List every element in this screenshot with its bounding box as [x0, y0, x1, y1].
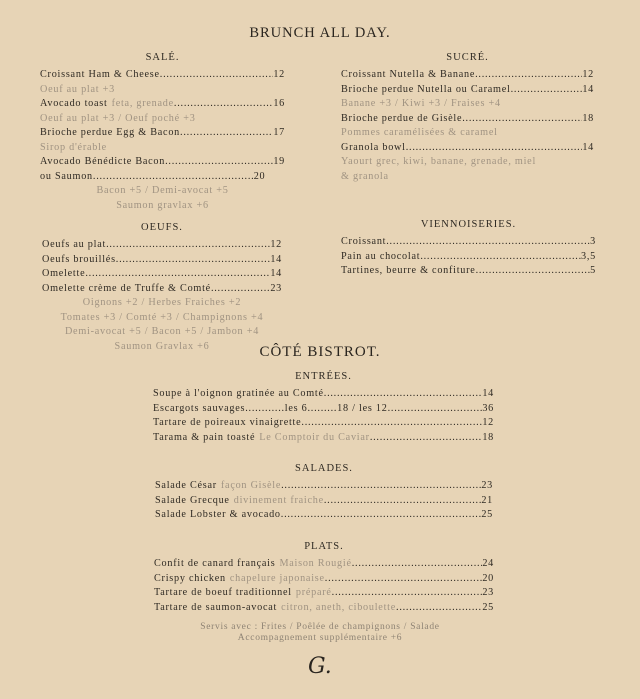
menu-item-name: Avocado toast	[40, 98, 108, 109]
menu-item-price: 14	[270, 253, 282, 265]
section-sale	[40, 52, 285, 213]
menu-item-price: 12	[270, 239, 282, 250]
menu-item-name: Escargots sauvages............les 6.........18 / les 12	[153, 402, 388, 414]
menu-item-price: 36	[482, 402, 494, 414]
menu-item	[42, 282, 282, 297]
section-sucre	[341, 52, 594, 184]
menu-item-name: Granola bowl	[341, 141, 406, 153]
menu-item	[42, 238, 282, 253]
bistrot-title: CÔTÉ BISTROT.	[259, 344, 381, 360]
menu-item	[40, 68, 285, 83]
menu-item-price: 12	[273, 69, 285, 80]
menu-item-description: divinement fraiche	[233, 494, 324, 506]
dot-leader	[165, 155, 273, 170]
menu-item-name: Tarama & pain toasté	[153, 431, 256, 443]
menu-item	[40, 170, 265, 185]
brunch-title: BRUNCH ALL DAY.	[249, 25, 391, 41]
menu-item-price: 14	[270, 268, 282, 279]
dot-leader	[301, 416, 482, 431]
menu-item-price: 19	[273, 156, 285, 167]
section-heading: OEUFS.	[141, 222, 183, 233]
menu-item	[42, 253, 282, 268]
menu-item	[341, 112, 594, 127]
menu-item-name: Pain au chocolat	[341, 250, 421, 262]
menu-item-description: citron, aneth, ciboulette	[281, 601, 397, 613]
menu-item-name: Omelette	[42, 268, 86, 279]
menu-item-price: 14	[582, 83, 594, 95]
menu-item-note: Yaourt grec, kiwi, banane, grenade, miel	[341, 156, 537, 167]
menu-item-note: Oeuf au plat +3 / Oeuf poché +3	[40, 112, 196, 124]
menu-item-note: Oeuf au plat +3	[40, 83, 115, 95]
menu-item-price: 20	[253, 170, 266, 182]
menu-item	[155, 479, 493, 494]
menu-item-note: Saumon Gravlax +6	[114, 340, 210, 352]
section-heading: VIENNOISERIES.	[420, 219, 517, 230]
menu-item-price: 23	[482, 587, 494, 598]
menu-item-name: Brioche perdue Egg & Bacon	[40, 127, 181, 138]
dot-leader	[511, 83, 583, 98]
menu-item-note: Demi-avocat +5 / Bacon +5 / Jambon +4	[64, 326, 260, 337]
dot-leader	[85, 267, 270, 282]
menu-item-name: ou Saumon	[40, 170, 93, 182]
menu-item	[40, 155, 285, 170]
dot-leader	[174, 97, 273, 112]
section-heading: PLATS.	[304, 541, 344, 552]
menu-item-name: Omelette crème de Truffe & Comté	[42, 282, 211, 294]
menu-item-price: 25	[481, 509, 493, 520]
menu-item	[341, 250, 596, 265]
menu-item-note: Oignons +2 / Herbes Fraiches +2	[82, 297, 242, 308]
dot-leader	[396, 601, 482, 616]
menu-item-name: Soupe à l'oignon gratinée au Comté	[153, 388, 324, 399]
menu-item-price: 12	[582, 69, 594, 80]
dot-leader	[420, 250, 581, 265]
menu-item-description: feta, grenade	[111, 98, 174, 109]
dot-leader	[281, 479, 481, 494]
menu-item-name: Oeufs au plat	[42, 239, 107, 250]
dot-leader	[388, 402, 483, 417]
menu-item-price: 20	[482, 572, 494, 584]
menu-item-description: façon Gisèle	[220, 480, 282, 491]
section-oeufs	[42, 222, 282, 354]
menu-item	[341, 264, 596, 279]
menu-item-note: Tomates +3 / Comté +3 / Champignons +4	[60, 311, 264, 323]
section-heading: SALADES.	[295, 463, 353, 474]
menu-item-name: Oeufs brouillés	[42, 253, 116, 265]
menu-item-name: Confit de canard français	[154, 558, 276, 569]
dot-leader	[324, 387, 483, 402]
menu-item	[154, 557, 494, 572]
menu-item-name: Brioche perdue de Gisèle	[341, 112, 463, 124]
dot-leader	[160, 68, 274, 83]
menu-item	[341, 141, 594, 156]
menu-item-name: Tartare de boeuf traditionnel	[154, 587, 292, 598]
menu-item-note: Pommes caramélisées & caramel	[341, 127, 498, 138]
menu-item-price: 17	[273, 127, 285, 138]
menu-item	[341, 68, 594, 83]
dot-leader	[281, 508, 482, 523]
menu-item-note: Banane +3 / Kiwi +3 / Fraises +4	[341, 98, 501, 109]
menu-item-note: Bacon +5 / Demi-avocat +5	[96, 185, 229, 196]
menu-item-price: 18	[582, 112, 594, 124]
menu-item	[40, 126, 285, 141]
section-heading: SUCRÉ.	[446, 52, 489, 63]
menu-item-name: Salade Grecque	[155, 494, 230, 506]
section-heading: ENTRÉES.	[295, 371, 352, 382]
menu-item	[155, 494, 493, 509]
dot-leader	[180, 126, 273, 141]
menu-item	[153, 387, 494, 402]
menu-item-price: 5	[590, 265, 596, 276]
menu-item-price: 24	[482, 558, 494, 569]
menu-item-description: chapelure japonaise	[229, 572, 325, 584]
menu-item	[154, 601, 494, 616]
menu-item-name: Avocado Bénédicte Bacon	[40, 156, 166, 167]
menu-item	[154, 572, 494, 587]
dot-leader	[211, 282, 270, 297]
dot-leader	[462, 112, 582, 127]
dot-leader	[325, 572, 483, 587]
menu-item-description: préparé	[295, 587, 332, 598]
dot-leader	[406, 141, 583, 156]
menu-item-name: Salade César	[155, 480, 217, 491]
menu-item	[40, 97, 285, 112]
dot-leader	[93, 170, 254, 185]
menu-item-name: Croissant Ham & Cheese	[40, 69, 160, 80]
section-heading: SALÉ.	[145, 52, 180, 63]
dot-leader	[386, 235, 590, 250]
dot-leader	[324, 494, 481, 509]
menu-item-price: 21	[481, 494, 493, 506]
menu-item	[42, 267, 282, 282]
menu-item	[153, 402, 494, 417]
menu-item-price: 16	[273, 98, 285, 109]
menu-item	[341, 83, 594, 98]
menu-item-price: 3	[590, 236, 596, 247]
menu-item	[153, 416, 494, 431]
menu-item-description: Le Comptoir du Caviar	[259, 431, 370, 443]
menu-item-note: & granola	[341, 170, 389, 182]
menu-item-name: Croissant Nutella & Banane	[341, 69, 476, 80]
menu-item-price: 18	[482, 431, 494, 443]
menu-item-name: Salade Lobster & avocado	[155, 509, 281, 520]
menu-item-name: Tartines, beurre & confiture	[341, 265, 476, 276]
menu-item-price: 23	[481, 480, 493, 491]
section-entrees	[153, 371, 494, 445]
menu-item-name: Crispy chicken	[154, 572, 226, 584]
footer-extra: Accompagnement supplémentaire +6	[237, 633, 403, 643]
menu-item-note: Saumon gravlax +6	[116, 199, 209, 211]
dot-leader	[106, 238, 270, 253]
dot-leader	[352, 557, 483, 572]
menu-item-price: 14	[482, 388, 494, 399]
menu-item-name: Tartare de poireaux vinaigrette	[153, 417, 302, 428]
menu-item-description: Maison Rougié	[279, 558, 352, 569]
section-viennoiseries	[341, 219, 596, 279]
gisele-logo: G.	[308, 654, 332, 679]
menu-item-name: Croissant	[341, 236, 387, 247]
menu-item	[155, 508, 493, 523]
menu-item-name: Brioche perdue Nutella ou Caramel	[341, 83, 511, 95]
menu-item-price: 23	[270, 282, 282, 294]
section-salades	[155, 463, 493, 523]
dot-leader	[116, 253, 271, 268]
dot-leader	[475, 68, 582, 83]
menu-item-price: 12	[482, 417, 494, 428]
footer-sides: Servis avec : Frites / Poêlée de champignons / Salade	[200, 622, 440, 632]
menu-item-name: Tartare de saumon-avocat	[154, 601, 278, 613]
menu-item-price: 25	[482, 601, 494, 613]
dot-leader	[476, 264, 591, 279]
dot-leader	[332, 586, 483, 601]
menu-item	[153, 431, 494, 446]
section-plats	[154, 541, 494, 615]
menu-item-price: 14	[582, 141, 594, 153]
dot-leader	[370, 431, 483, 446]
menu-item-price: 3,5	[581, 250, 596, 262]
menu-item	[341, 235, 596, 250]
menu-item	[154, 586, 494, 601]
menu-item-note: Sirop d'érable	[40, 141, 107, 153]
